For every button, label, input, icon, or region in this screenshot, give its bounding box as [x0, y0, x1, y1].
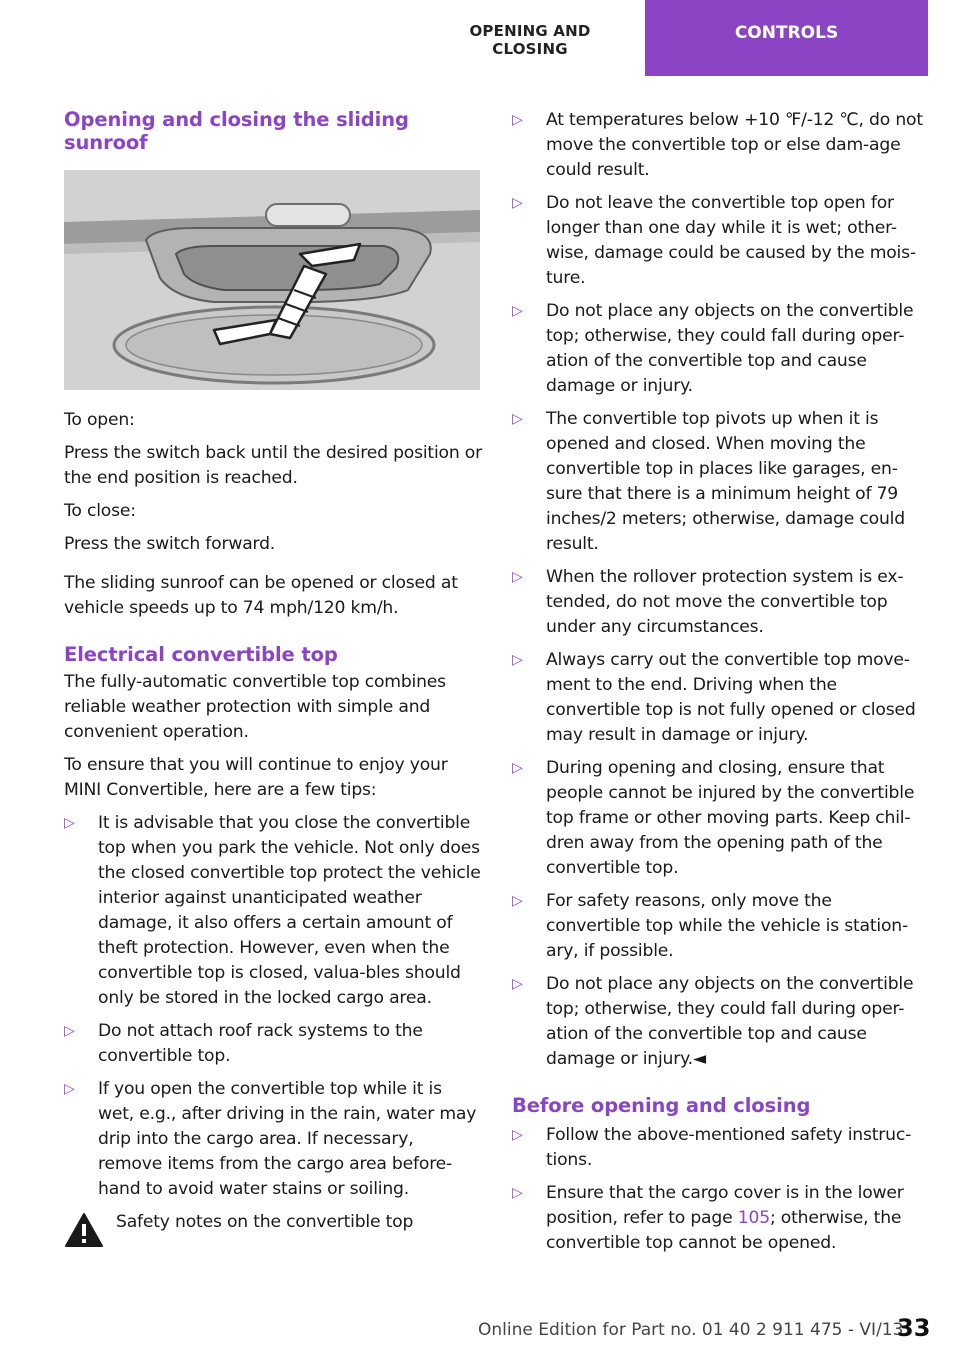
list-item-text: When the rollover protection system is ex-tended, do not move the convertible top under any circumstances.	[546, 567, 904, 637]
list-item-text: Do not leave the convertible top open for longer than one day while it is wet; other-wise, damage could be caused by the mois-ture.	[546, 193, 916, 288]
list-item	[512, 889, 930, 964]
triangle-bullet-icon: ▷	[512, 1185, 523, 1201]
to-close-text: Press the switch forward.	[64, 534, 276, 554]
tips-list	[64, 811, 482, 1202]
to-open-label: To open:	[64, 410, 135, 430]
list-item-text: During opening and closing, ensure that people cannot be injured by the convertible top frame or other moving parts. Keep chil-dren away from the opening path of the convertible top.	[546, 758, 915, 878]
sunroof-switch-illustration	[64, 170, 480, 390]
triangle-bullet-icon: ▷	[512, 976, 523, 992]
triangle-bullet-icon: ▷	[512, 652, 523, 668]
list-item	[512, 407, 930, 557]
list-item	[512, 299, 930, 399]
triangle-bullet-icon: ▷	[512, 893, 523, 909]
footer-edition: Online Edition for Part no. 01 40 2 911 475 - VI/13	[478, 1320, 904, 1340]
convertible-heading: Electrical convertible top	[64, 643, 338, 666]
list-item-text: Do not place any objects on the convertible top; otherwise, they could fall during oper-ation of the convertible top and cause damage or injury.◄	[546, 974, 914, 1069]
to-close-label: To close:	[64, 501, 136, 521]
before-opening-heading: Before opening and closing	[512, 1094, 811, 1117]
page-reference-link[interactable]: 105	[737, 1208, 770, 1228]
list-item-text: Do not attach roof rack systems to the convertible top.	[98, 1021, 423, 1066]
safety-notes-block	[64, 1210, 482, 1235]
convertible-intro: The fully-automatic convertible top combines reliable weather protection with simple and convenient operation.	[64, 672, 446, 742]
list-item	[64, 1077, 482, 1202]
list-item-text: Follow the above-mentioned safety instruc-tions.	[546, 1125, 912, 1170]
list-item	[512, 648, 930, 748]
list-item-text: Do not place any objects on the convertible top; otherwise, they could fall during oper-ation of the convertible top and cause damage or injury.	[546, 301, 914, 396]
list-item-text	[546, 1183, 904, 1253]
list-item	[512, 1123, 930, 1173]
header-tab-label: CONTROLS	[668, 0, 905, 53]
triangle-bullet-icon: ▷	[64, 815, 75, 831]
list-item	[512, 972, 930, 1072]
speed-note: The sliding sunroof can be opened or closed at vehicle speeds up to 74 mph/120 km/h.	[64, 573, 458, 618]
warning-triangle-icon	[64, 1212, 104, 1248]
list-item-text: If you open the convertible top while it is wet, e.g., after driving in the rain, water may drip into the cargo area. If necessary, remove items from the cargo area before-hand to avoid water stains or soiling.	[98, 1079, 477, 1199]
list-item	[512, 756, 930, 881]
list-item-text-part: Ensure that the cargo cover is in the lower position, refer to page	[546, 1183, 904, 1228]
triangle-bullet-icon: ▷	[512, 1127, 523, 1143]
list-item-text: For safety reasons, only move the convertible top while the vehicle is station-ary, if possible.	[546, 891, 908, 961]
safety-notes-heading: Safety notes on the convertible top	[116, 1212, 414, 1232]
list-item-text: It is advisable that you close the convertible top when you park the vehicle. Not only does the closed convertible top protect the vehicle interior against unanticipated weather damage, it also offers a certain amount of theft protection. However, even when the convertible top is closed, valua-bles should only be stored in the locked cargo area.	[98, 813, 481, 1008]
triangle-bullet-icon: ▷	[512, 195, 523, 211]
list-item	[512, 565, 930, 640]
triangle-bullet-icon: ▷	[64, 1023, 75, 1039]
left-column	[64, 108, 482, 1235]
list-item	[512, 1181, 930, 1256]
page-number: 33	[897, 1314, 931, 1342]
header-section-title: OPENING AND CLOSING	[469, 22, 591, 58]
sunroof-illustration-svg	[64, 170, 480, 390]
list-item-text: At temperatures below +10 ℉/-12 ℃, do not move the convertible top or else dam-age could result.	[546, 110, 923, 180]
list-item	[64, 811, 482, 1011]
safety-list	[512, 108, 930, 1072]
before-list	[512, 1123, 930, 1256]
triangle-bullet-icon: ▷	[512, 760, 523, 776]
list-item-text: The convertible top pivots up when it is opened and closed. When moving the convertible top in places like garages, en-sure that there is a minimum height of 79 inches/2 meters; otherwise, damage could result.	[546, 409, 905, 554]
triangle-bullet-icon: ▷	[512, 411, 523, 427]
sunroof-heading: Opening and closing the sliding sunroof	[64, 108, 409, 154]
to-open-text: Press the switch back until the desired position or the end position is reached.	[64, 443, 482, 488]
triangle-bullet-icon: ▷	[64, 1081, 75, 1097]
list-item-text-part: ; otherwise, the convertible top cannot be opened.	[546, 1208, 902, 1253]
triangle-bullet-icon: ▷	[512, 112, 523, 128]
list-item	[512, 108, 930, 183]
right-column	[512, 108, 930, 1264]
list-item	[64, 1019, 482, 1069]
list-item-text: Always carry out the convertible top move-ment to the end. Driving when the convertible top is not fully opened or closed may result in damage or injury.	[546, 650, 916, 745]
list-item	[512, 191, 930, 291]
header-tab	[645, 0, 928, 76]
triangle-bullet-icon: ▷	[512, 569, 523, 585]
triangle-bullet-icon: ▷	[512, 303, 523, 319]
convertible-tips-intro: To ensure that you will continue to enjoy your MINI Convertible, here are a few tips:	[64, 755, 448, 800]
